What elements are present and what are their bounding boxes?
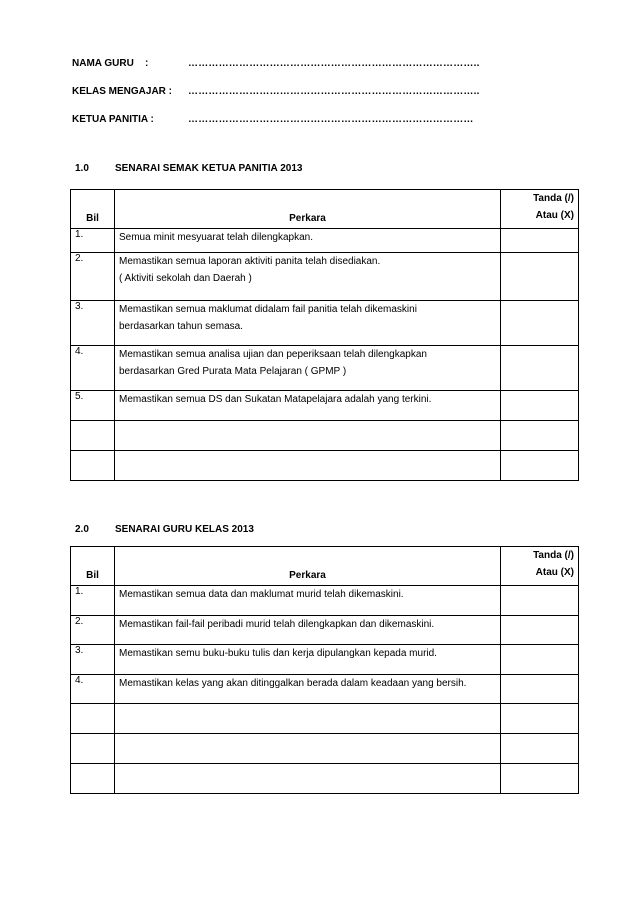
row-text-line: Memastikan semua DS dan Sukatan Matapelajara adalah yang terkini. [119, 394, 432, 405]
table-row-empty [71, 451, 579, 481]
row-text-line: Memastikan fail-fail peribadi murid telah dilengkapkan dan dikemaskini. [119, 619, 435, 630]
table-row-empty [71, 421, 579, 451]
row-perkara[interactable] [115, 451, 501, 481]
table-row [71, 301, 579, 346]
row-bil[interactable] [71, 421, 115, 451]
row-perkara [115, 645, 501, 675]
row-text-line: Memastikan semua maklumat didalam fail panitia telah dikemaskini [119, 304, 417, 315]
row-bil: 3. [71, 301, 115, 346]
row-tanda-cell[interactable] [501, 704, 579, 734]
table-row [71, 346, 579, 391]
column-header-bil: Bil [71, 190, 115, 229]
row-tanda-cell[interactable] [501, 734, 579, 764]
row-bil: 5. [71, 391, 115, 421]
tanda-line-2: Atau (X) [535, 567, 574, 578]
row-bil[interactable] [71, 451, 115, 481]
row-bil: 4. [71, 346, 115, 391]
table-row-empty [71, 704, 579, 734]
row-bil[interactable] [71, 764, 115, 794]
row-bil: 1. [71, 586, 115, 616]
row-text-line: Memastikan semua laporan aktiviti panita telah disediakan. [119, 256, 381, 267]
row-perkara[interactable] [115, 734, 501, 764]
table-row [71, 253, 579, 301]
row-perkara[interactable] [115, 421, 501, 451]
section-1-table [70, 189, 579, 481]
table-row [71, 645, 579, 675]
row-text-line: Memastikan semu buku-buku tulis dan kerja dipulangkan kepada murid. [119, 648, 437, 659]
row-tanda-cell[interactable] [501, 301, 579, 346]
table-row-empty [71, 764, 579, 794]
table-header-row [71, 190, 579, 229]
row-perkara [115, 346, 501, 391]
row-perkara [115, 391, 501, 421]
row-tanda-cell[interactable] [501, 764, 579, 794]
section-2-number: 2.0 [75, 524, 89, 535]
column-header-tanda [501, 190, 579, 229]
column-header-perkara: Perkara [115, 190, 501, 229]
row-bil[interactable] [71, 734, 115, 764]
row-tanda-cell[interactable] [501, 586, 579, 616]
row-bil: 4. [71, 675, 115, 704]
row-perkara [115, 229, 501, 253]
table-header-row [71, 547, 579, 586]
row-bil[interactable] [71, 704, 115, 734]
tanda-line-2: Atau (X) [535, 210, 574, 221]
kelas-mengajar-label: KELAS MENGAJAR : [72, 86, 173, 97]
section-2-table [70, 546, 579, 794]
row-perkara[interactable] [115, 704, 501, 734]
kelas-mengajar-input-line[interactable]: ………………………………………………………………………….. [188, 86, 480, 97]
row-bil: 2. [71, 616, 115, 645]
row-tanda-cell[interactable] [501, 421, 579, 451]
column-header-perkara: Perkara [115, 547, 501, 586]
row-tanda-cell[interactable] [501, 451, 579, 481]
row-perkara [115, 301, 501, 346]
row-perkara [115, 616, 501, 645]
table-row [71, 391, 579, 421]
tanda-line-1: Tanda (/) [533, 193, 574, 204]
row-perkara [115, 586, 501, 616]
section-1-number: 1.0 [75, 163, 89, 174]
section-2-title: SENARAI GURU KELAS 2013 [115, 524, 254, 535]
row-tanda-cell[interactable] [501, 229, 579, 253]
row-perkara[interactable] [115, 764, 501, 794]
column-header-tanda [501, 547, 579, 586]
row-text-line: berdasarkan Gred Purata Mata Pelajaran ( GPMP ) [119, 366, 347, 377]
table-row [71, 229, 579, 253]
row-tanda-cell[interactable] [501, 616, 579, 645]
column-header-bil: Bil [71, 547, 115, 586]
row-tanda-cell[interactable] [501, 253, 579, 301]
row-tanda-cell[interactable] [501, 675, 579, 704]
row-tanda-cell[interactable] [501, 645, 579, 675]
table-row-empty [71, 734, 579, 764]
row-text-line: ( Aktiviti sekolah dan Daerah ) [119, 273, 252, 284]
tanda-line-1: Tanda (/) [533, 550, 574, 561]
ketua-panitia-label: KETUA PANITIA : [72, 114, 154, 125]
row-tanda-cell[interactable] [501, 346, 579, 391]
row-text-line: Memastikan kelas yang akan ditinggalkan berada dalam keadaan yang bersih. [119, 678, 467, 689]
row-bil: 3. [71, 645, 115, 675]
nama-guru-input-line[interactable]: ………………………………………………………………………….. [188, 58, 480, 69]
row-perkara [115, 675, 501, 704]
row-bil: 1. [71, 229, 115, 253]
row-text-line: Memastikan semua data dan maklumat murid telah dikemaskini. [119, 589, 404, 600]
table-row [71, 586, 579, 616]
row-text-line: Memastikan semua analisa ujian dan peperiksaan telah dilengkapkan [119, 349, 427, 360]
table-row [71, 675, 579, 704]
row-perkara [115, 253, 501, 301]
row-text-line: Semua minit mesyuarat telah dilengkapkan. [119, 232, 313, 243]
section-1-title: SENARAI SEMAK KETUA PANITIA 2013 [115, 163, 303, 174]
nama-guru-label: NAMA GURU : [72, 58, 149, 69]
ketua-panitia-input-line[interactable]: ………………………………………………………………………… [188, 114, 474, 125]
row-bil: 2. [71, 253, 115, 301]
row-tanda-cell[interactable] [501, 391, 579, 421]
row-text-line: berdasarkan tahun semasa. [119, 321, 243, 332]
table-row [71, 616, 579, 645]
